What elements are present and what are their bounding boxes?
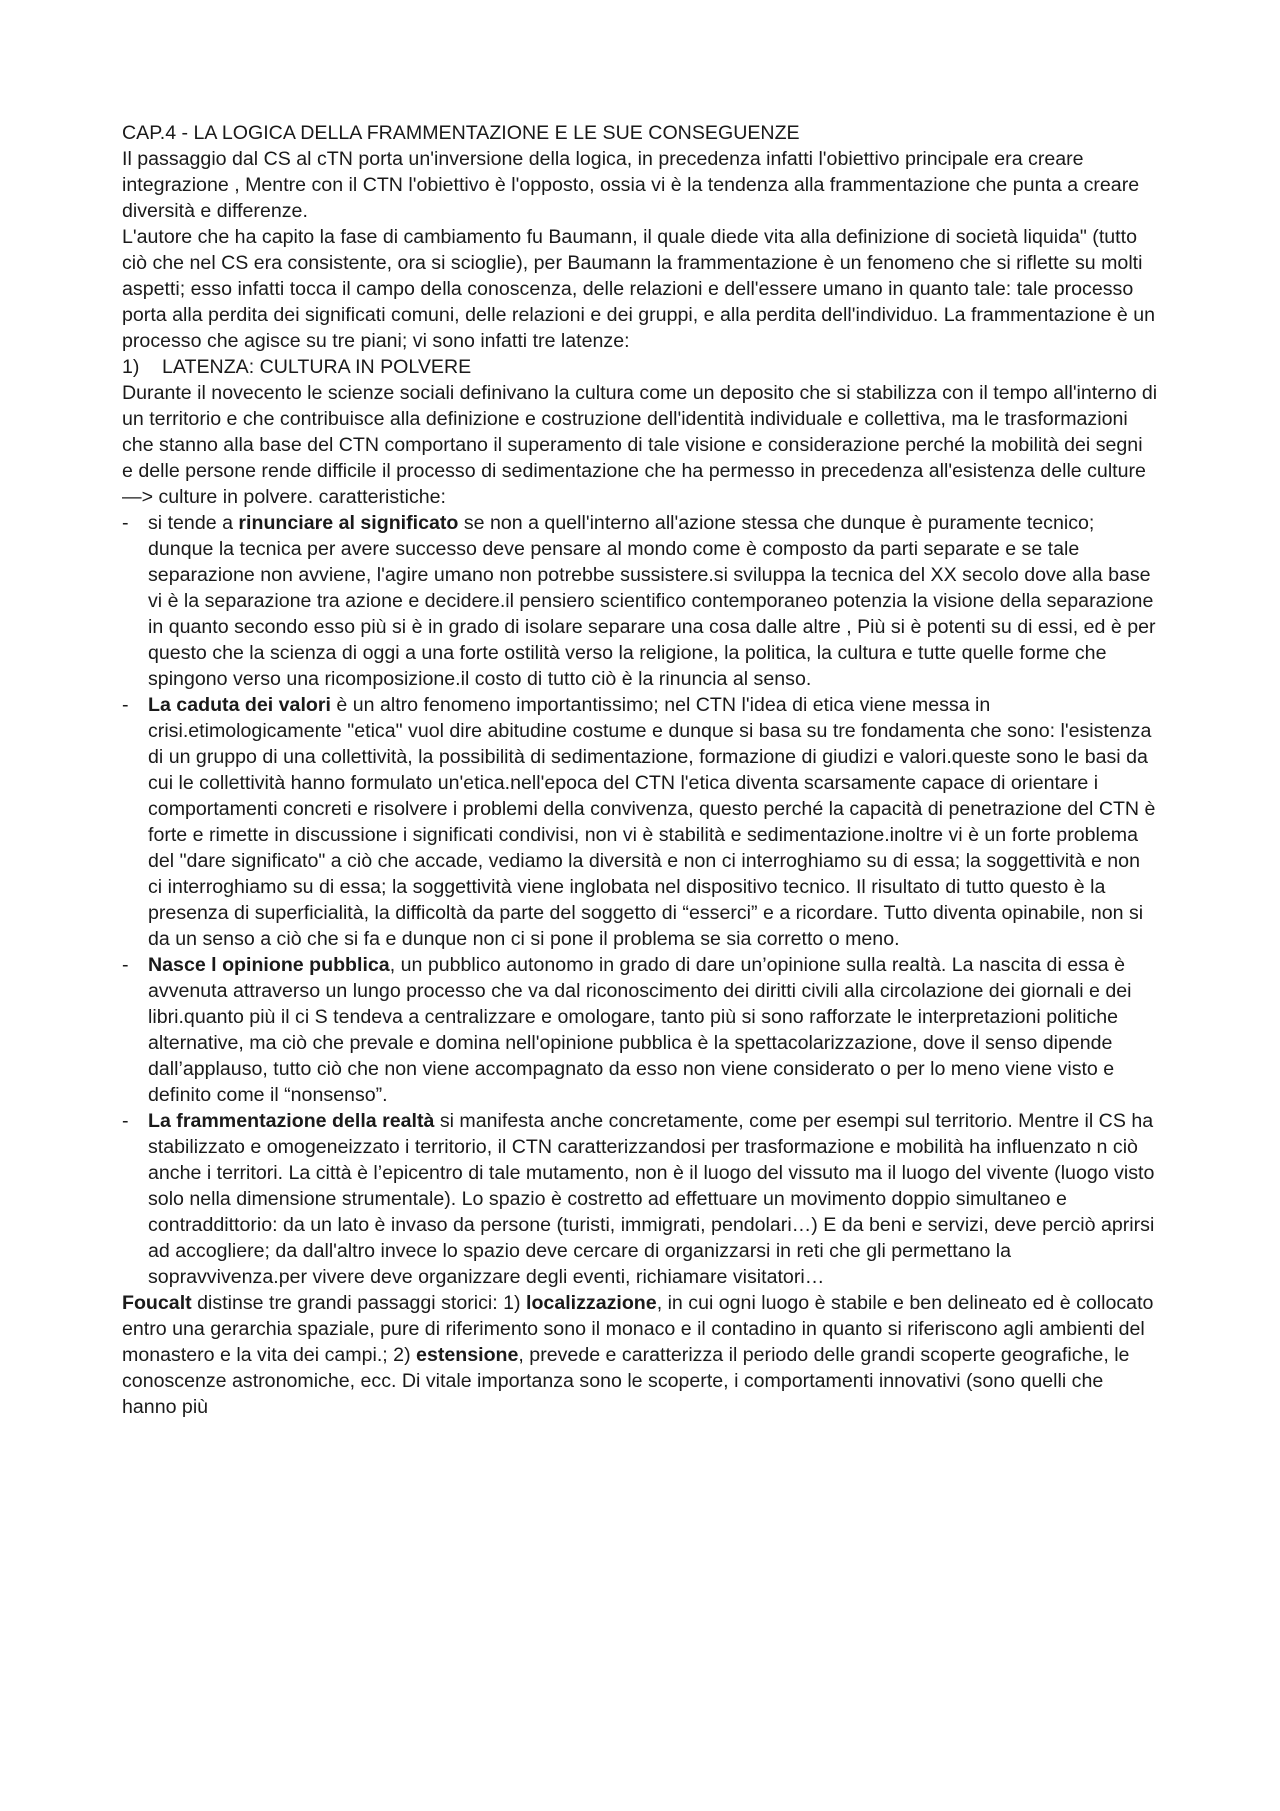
list-item-text: , un pubblico autonomo in grado di dare un’opinione sulla realtà. La nascita di essa è avvenuta attraverso un lungo processo che va dal riconoscimento dei diritti civili alla circolazione dei giornali e dei libri.quanto più il ci S tendeva a centralizzare e omologare, tanto più si sono rafforzate le interpretazioni politiche alternative, ma ciò che prevale e domina nell'opinione pubblica è la spettacolarizzazione, dove il senso dipende dall’applauso, tutto ciò che non viene accompagnato da esso non viene considerato o per lo meno viene visto e definito come il “nonsenso”. <box>148 954 1132 1106</box>
section-heading-latenza <box>122 354 1158 380</box>
list-item-bold: La frammentazione della realtà <box>148 1110 435 1132</box>
list-item-text: si manifesta anche concretamente, come per esempi sul territorio. Mentre il CS ha stabilizzato e omogeneizzato i territorio, il CTN caratterizzandosi per trasformazione e mobilità ha influenzato n ciò anche i territori. La città è l’epicentro di tale mutamento, non è il luogo del vissuto ma il luogo del vivente (luogo visto solo nella dimensione strumentale). Lo spazio è costretto ad effettuare un movimento doppio simultaneo e contraddittorio: da un lato è invaso da persone (turisti, immigrati, pendolari…) E da beni e servizi, deve perciò aprirsi ad accogliere; da dall'altro invece lo spazio deve cercare di organizzarsi in reti che gli permettano la sopravvivenza.per vivere deve organizzare degli eventi, richiamare visitatori… <box>148 1110 1155 1288</box>
list-item <box>122 952 1158 1108</box>
section-number: 1) <box>122 356 140 378</box>
list-item <box>122 510 1158 692</box>
list-item <box>122 692 1158 952</box>
bullet-dash: - <box>122 512 129 534</box>
bullet-dash: - <box>122 1110 129 1132</box>
intro-paragraph-2: L'autore che ha capito la fase di cambiamento fu Baumann, il quale diede vita alla definizione di società liquida" (tutto ciò che nel CS era consistente, ora si scioglie), per Baumann la frammentazione è un fenomeno che si riflette su molti aspetti; esso infatti tocca il campo della conoscenza, delle relazioni e dell'essere umano in quanto tale: tale processo porta alla perdita dei significati comuni, delle relazioni e dei gruppi, e alla perdita dell'individuo. La frammentazione è un processo che agisce su tre piani; vi sono infatti tre latenze: <box>122 226 1156 352</box>
foucalt-text-2: , in cui ogni luogo è stabile e ben delineato ed è collocato entro una gerarchia spaziale, pure di riferimento sono il monaco e il contadino in quanto si riferiscono agli ambienti del monastero e la vita dei campi.; 2) <box>122 1292 1154 1366</box>
characteristics-list <box>122 510 1158 1290</box>
list-item-text: si tende a <box>148 512 239 534</box>
foucalt-name: Foucalt <box>122 1292 192 1314</box>
section-paragraph: Durante il novecento le scienze sociali definivano la cultura come un deposito che si stabilizza con il tempo all'interno di un territorio e che contribuisce alla definizione e costruzione dell'identità individuale e collettiva, ma le trasformazioni che stanno alla base del CTN comportano il superamento di tale visione e considerazione perché la mobilità dei segni e delle persone rende difficile il processo di sedimentazione che ha permesso in precedenza all'esistenza delle culture —> culture in polvere. caratteristiche: <box>122 382 1158 508</box>
section-title: LATENZA: CULTURA IN POLVERE <box>162 356 472 378</box>
list-item-text: se non a quell'interno all'azione stessa che dunque è puramente tecnico; dunque la tecnica per avere successo deve pensare al mondo come è composto da parti separate e se tale separazione non avviene, l'agire umano non potrebbe sussistere.si sviluppa la tecnica del XX secolo dove alla base vi è la separazione tra azione e decidere.il pensiero scientifico contemporaneo potenzia la visione della separazione in quanto secondo esso più si è in grado di isolare separare una cosa dalle altre , Più si è potenti su di essi, ed è per questo che la scienza di oggi a una forte ostilità verso la religione, la politica, la cultura e tutte quelle forme che spingono verso una ricomposizione.il costo di tutto ciò è la rinuncia al senso. <box>148 512 1156 690</box>
list-item-bold: rinunciare al significato <box>238 512 459 534</box>
document-page <box>122 120 1158 1420</box>
chapter-title: CAP.4 - LA LOGICA DELLA FRAMMENTAZIONE E LE SUE CONSEGUENZE <box>122 122 800 144</box>
list-item <box>122 1108 1158 1290</box>
foucalt-text-3: , prevede e caratterizza il periodo delle grandi scoperte geografiche, le conoscenze astronomiche, ecc. Di vitale importanza sono le scoperte, i comportamenti innovativi (sono quelli che hanno più <box>122 1344 1130 1418</box>
bullet-dash: - <box>122 694 129 716</box>
list-item-bold: La caduta dei valori <box>148 694 331 716</box>
bullet-dash: - <box>122 954 129 976</box>
list-item-text: è un altro fenomeno importantissimo; nel CTN l'idea di etica viene messa in crisi.etimologicamente "etica" vuol dire abitudine costume e dunque si basa su tre fondamenta che sono: l'esistenza di un gruppo di una collettività, la possibilità di sedimentazione, formazione di giudizi e valori.queste sono le basi da cui le collettività hanno formulato un'etica.nell'epoca del CTN l'etica diventa scarsamente capace di orientare i comportamenti concreti e risolvere i problemi della convivenza, questo perché la capacità di penetrazione del CTN è forte e rimette in discussione i significati condivisi, non vi è stabilità e sedimentazione.inoltre vi è un forte problema del "dare significato" a ciò che accade, vediamo la diversità e non ci interroghiamo su di essa; la soggettività e non ci interroghiamo su di essa; la soggettività viene inglobata nel dispositivo tecnico. Il risultato di tutto questo è la presenza di superficialità, la difficoltà da parte del soggetto di “esserci” e a ricordare. Tutto diventa opinabile, non si da un senso a ciò che si fa e dunque non ci si pone il problema se sia corretto o meno. <box>148 694 1156 950</box>
foucalt-text-1: distinse tre grandi passaggi storici: 1) <box>191 1292 527 1314</box>
foucalt-paragraph <box>122 1290 1158 1420</box>
intro-paragraph-1: Il passaggio dal CS al cTN porta un'inversione della logica, in precedenza infatti l'obiettivo principale era creare integrazione , Mentre con il CTN l'obiettivo è l'opposto, ossia vi è la tendenza alla frammentazione che punta a creare diversità e differenze. <box>122 148 1140 222</box>
localizzazione-term: localizzazione <box>526 1292 657 1314</box>
estensione-term: estensione <box>416 1344 519 1366</box>
list-item-bold: Nasce l opinione pubblica <box>148 954 390 976</box>
